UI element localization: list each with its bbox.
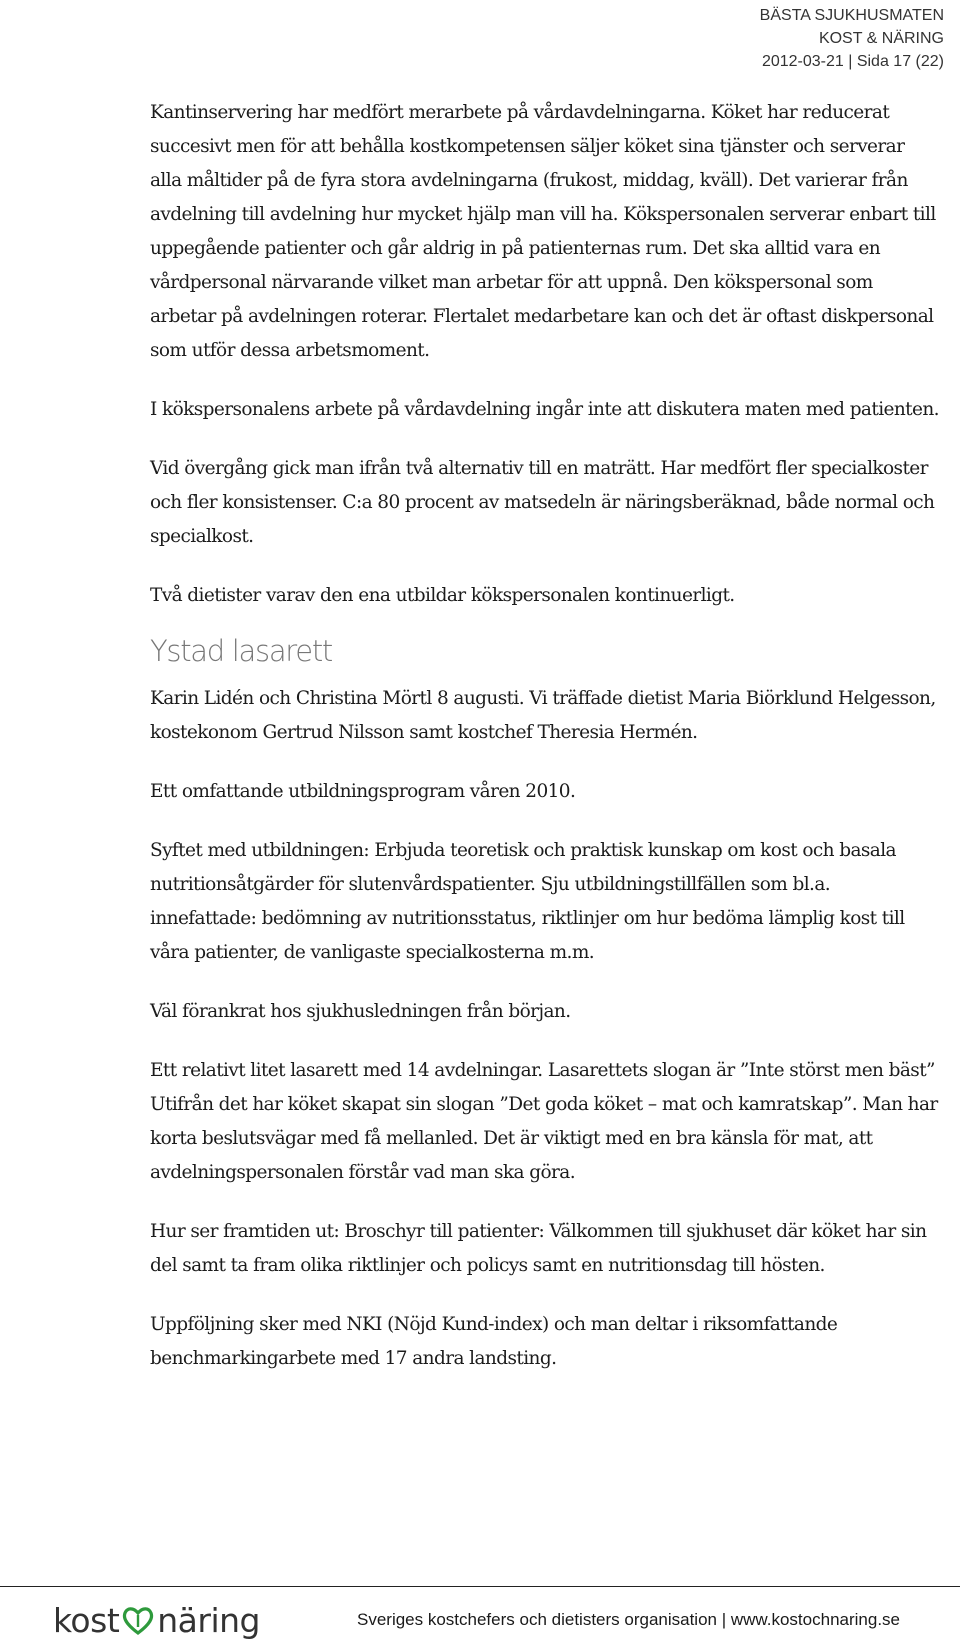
paragraph: Kantinservering har medfört merarbete på vårdavdelningarna. Köket har reducerat succesivt men för att behålla kostkompetensen säljer köket sina tjänster och serverar alla måltider på de fyra stora avdelningarna (frukost, middag, kväll). Det varierar från avdelning till avdelning hur mycket hjälp man vill ha. Kökspersonalen serverar enbart till uppegående patienter och går aldrig in på patienternas rum. Det ska alltid vara en vårdpersonal närvarande vilket man arbetar för att uppnå. Den kökspersonal som arbetar på avdelningen roterar. Flertalet medarbetare kan och det är oftast diskpersonal som utför dessa arbetsmoment. — [150, 102, 936, 361]
logo-text-naring: näring — [157, 1600, 261, 1640]
footer-divider — [0, 1586, 960, 1587]
document-body — [150, 96, 940, 1401]
paragraph: I kökspersonalens arbete på vårdavdelning ingår inte att diskutera maten med patienten. — [150, 399, 939, 420]
paragraph: Väl förankrat hos sjukhusledningen från början. — [150, 1001, 571, 1022]
page-header — [760, 4, 944, 73]
paragraph: Karin Lidén och Christina Mörtl 8 augusti. Vi träffade dietist Maria Biörklund Helgesson, kostekonom Gertrud Nilsson samt kostchef Theresia Hermén. — [150, 688, 936, 743]
kostochnaring-logo — [53, 1598, 260, 1642]
paragraph: Uppföljning sker med NKI (Nöjd Kund-index) och man deltar i riksomfattande benchmarkingarbete med 17 andra landsting. — [150, 1314, 838, 1369]
header-subtitle: KOST & NÄRING — [818, 30, 944, 47]
paragraph: Hur ser framtiden ut: Broschyr till patienter: Välkommen till sjukhuset där köket har sin del samt ta fram olika riktlinjer och policys samt en nutritionsdag till hösten. — [150, 1221, 927, 1276]
paragraph: Två dietister varav den ena utbildar kökspersonalen kontinuerligt. — [150, 585, 735, 606]
paragraph: Vid övergång gick man ifrån två alternativ till en maträtt. Har medfört fler specialkoster och fler konsistenser. C:a 80 procent av matsedeln är näringsberäknad, både normal och specialkost. — [150, 458, 935, 547]
paragraph: Ett relativt litet lasarett med 14 avdelningar. Lasarettets slogan är ”Inte störst men bäst” Utifrån det har köket skapat sin slogan ”Det goda köket – mat och kamratskap”. Man har korta beslutsvägar med få mellanled. Det är viktigt med en bra känsla för mat, att avdelningspersonalen förstår vad man ska göra. — [150, 1060, 938, 1183]
section-heading: Ystad lasarett — [150, 634, 332, 668]
heart-fork-icon — [121, 1603, 155, 1637]
footer-organisation-text: Sveriges kostchefers och dietisters organisation | www.kostochnaring.se — [356, 1610, 900, 1629]
paragraph: Syftet med utbildningen: Erbjuda teoretisk och praktisk kunskap om kost och basala nutritionsåtgärder för slutenvårdspatienter. Sju utbildningstillfällen som bl.a. innefattade: bedömning av nutritionsstatus, riktlinjer om hur bedöma lämplig kost till våra patienter, de vanligaste specialkosterna m.m. — [150, 840, 905, 963]
logo-text-kost: kost — [53, 1600, 120, 1640]
header-title: BÄSTA SJUKHUSMATEN — [759, 7, 944, 24]
header-date-page: 2012-03-21 | Sida 17 (22) — [761, 53, 944, 70]
paragraph: Ett omfattande utbildningsprogram våren 2010. — [150, 781, 576, 802]
